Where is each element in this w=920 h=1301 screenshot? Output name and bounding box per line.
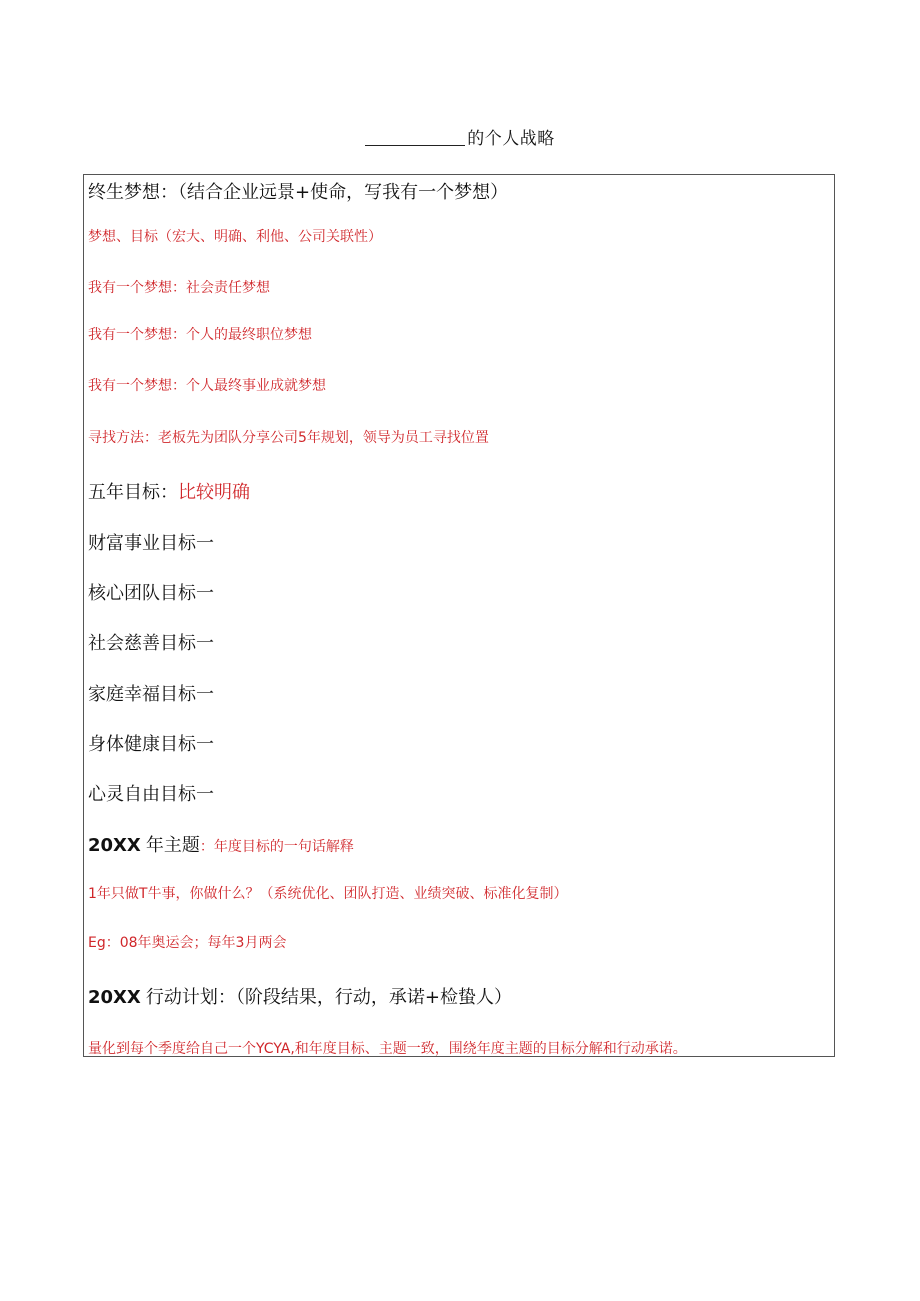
annual-theme-note: ：年度目标的一句话解释 xyxy=(199,839,354,855)
five-year-goal: 社会慈善目标一 xyxy=(88,633,214,654)
action-plan-note: 量化到每个季度给自己一个YCYA,和年度目标、主题一致，围绕年度主题的目标分解和行动承诺。 xyxy=(88,1041,687,1057)
page-title xyxy=(0,124,920,149)
dream-note: 我有一个梦想：社会责任梦想 xyxy=(88,280,270,296)
five-year-note: 比较明确 xyxy=(178,482,250,503)
action-plan-heading xyxy=(88,983,512,1009)
dream-note: 梦想、目标（宏大、明确、利他、公司关联性） xyxy=(88,229,382,245)
dream-note: 我有一个梦想：个人的最终职位梦想 xyxy=(88,327,312,343)
action-plan-year: 20XX xyxy=(88,987,141,1008)
annual-theme-year: 20XX xyxy=(88,835,141,856)
name-blank-line xyxy=(365,129,465,146)
five-year-label: 五年目标： xyxy=(88,482,178,503)
five-year-goal: 核心团队目标一 xyxy=(88,583,214,604)
annual-theme-line: Eg：08年奥运会；每年3月两会 xyxy=(88,935,287,951)
dream-note: 我有一个梦想：个人最终事业成就梦想 xyxy=(88,378,326,394)
lifetime-dream-heading: 终生梦想：（结合企业远景+使命，写我有一个梦想） xyxy=(88,182,509,203)
five-year-heading xyxy=(88,478,250,504)
dream-note: 寻找方法：老板先为团队分享公司5年规划，领导为员工寻找位置 xyxy=(88,430,489,446)
annual-theme-line: 1年只做T牛事，你做什么？（系统优化、团队打造、业绩突破、标准化复制） xyxy=(88,886,568,902)
five-year-goal: 心灵自由目标一 xyxy=(88,784,214,805)
five-year-goal: 家庭幸福目标一 xyxy=(88,684,214,705)
five-year-goal: 财富事业目标一 xyxy=(88,533,214,554)
strategy-table xyxy=(83,174,835,1057)
page-title-text: 的个人战略 xyxy=(467,129,555,149)
action-plan-label: 行动计划：（阶段结果，行动，承诺+检蛰人） xyxy=(145,987,512,1008)
annual-theme-label: 年主题 xyxy=(145,835,200,856)
five-year-goal: 身体健康目标一 xyxy=(88,734,214,755)
annual-theme-heading xyxy=(88,831,354,857)
